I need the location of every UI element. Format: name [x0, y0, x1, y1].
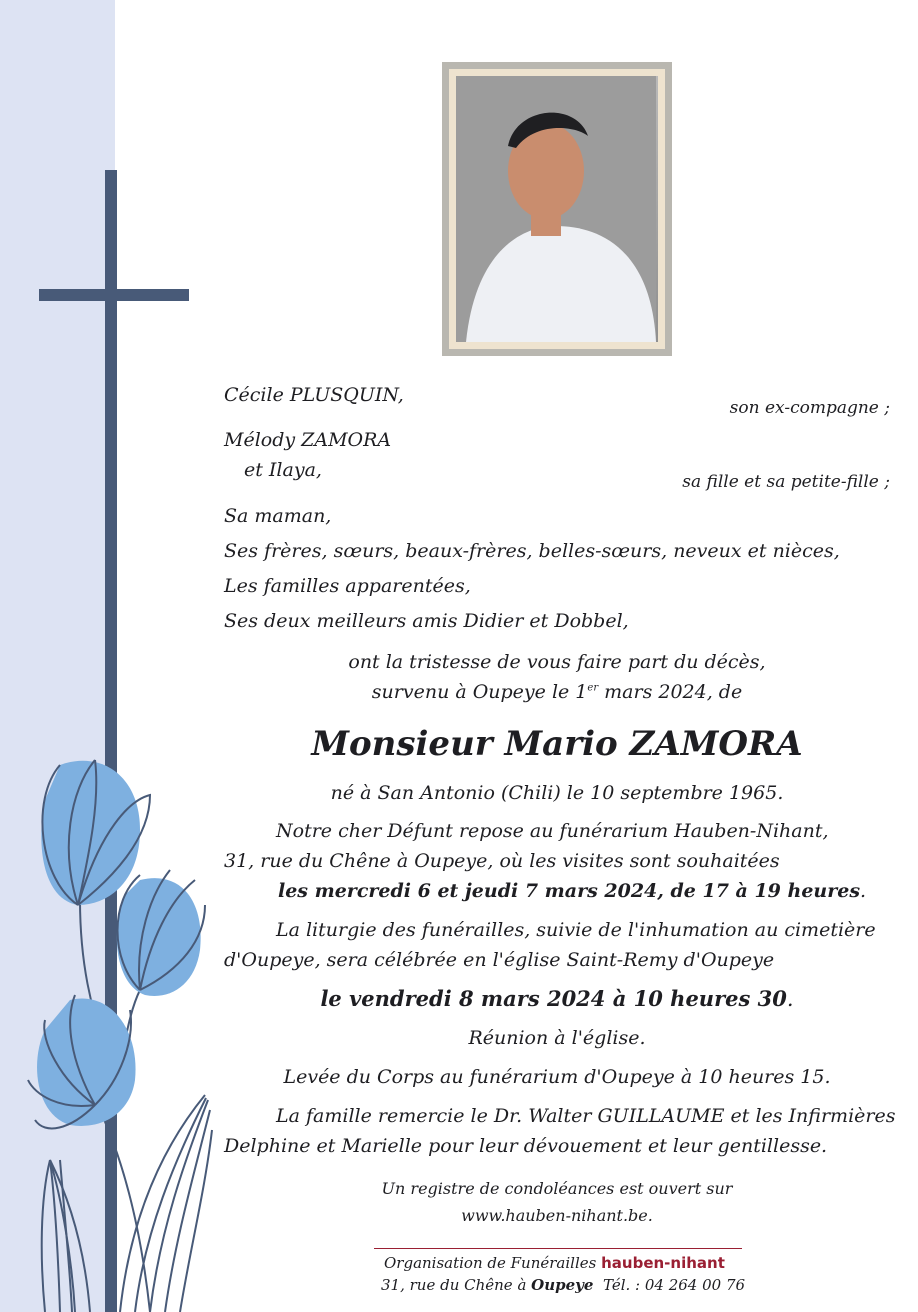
- cross-icon: [39, 170, 189, 1312]
- liturgy-line-2: d'Oupeye, sera célébrée en l'église Saint-Remy d'Oupeye: [224, 949, 775, 971]
- family-relation-1: son ex-compagne ;: [729, 398, 890, 418]
- register-url[interactable]: www.hauben-nihant.be.: [461, 1206, 653, 1225]
- register-line-1: Un registre de condoléances est ouvert sur: [381, 1179, 733, 1198]
- liturgy-line-1: La liturgie des funérailles, suivie de l'inhumation au cimetière: [276, 919, 876, 941]
- birth-info: né à San Antonio (Chili) le 10 septembre 1965.: [330, 782, 784, 804]
- thanks-line-1: La famille remercie le Dr. Walter GUILLAUME et les Infirmières: [276, 1105, 896, 1127]
- family-name-2: Mélody ZAMORA: [224, 429, 392, 451]
- family-other-3: Les familles apparentées,: [224, 575, 471, 597]
- brand-logo: hauben-nihant: [601, 1254, 725, 1272]
- family-relation-2: sa fille et sa petite-fille ;: [682, 472, 890, 492]
- visits-dates: les mercredi 6 et jeudi 7 mars 2024, de 17 à 19 heures.: [278, 880, 867, 902]
- family-other-4: Ses deux meilleurs amis Didier et Dobbel,: [224, 610, 629, 632]
- portrait-photo: [456, 76, 658, 342]
- announcement-line-1: ont la tristesse de vous faire part du décès,: [348, 651, 766, 673]
- portrait-frame: [442, 62, 672, 356]
- family-other-2: Ses frères, sœurs, beaux-frères, belles-sœurs, neveux et nièces,: [224, 540, 840, 562]
- announcement-line-2: survenu à Oupeye le 1er mars 2024, de: [371, 681, 743, 703]
- family-name-2b: et Ilaya,: [244, 459, 322, 481]
- footer-organisation: Organisation de Funérailles hauben-nihant: [384, 1254, 725, 1272]
- meeting-info: Réunion à l'église.: [468, 1027, 646, 1049]
- visits-line-1: Notre cher Défunt repose au funérarium Hauben-Nihant,: [276, 820, 829, 842]
- funeral-date: le vendredi 8 mars 2024 à 10 heures 30.: [320, 986, 794, 1011]
- tulip-flowers-icon: [0, 0, 240, 1312]
- levee-info: Levée du Corps au funérarium d'Oupeye à 10 heures 15.: [283, 1066, 831, 1088]
- footer-divider: [374, 1248, 742, 1249]
- family-name-1: Cécile PLUSQUIN,: [224, 384, 404, 406]
- family-other-1: Sa maman,: [224, 505, 332, 527]
- deceased-name: Monsieur Mario ZAMORA: [311, 724, 803, 764]
- thanks-line-2: Delphine et Marielle pour leur dévouement et leur gentillesse.: [224, 1135, 828, 1157]
- footer-address: 31, rue du Chêne à Oupeye Tél. : 04 264 00 76: [381, 1276, 746, 1294]
- visits-line-2: 31, rue du Chêne à Oupeye, où les visites sont souhaitées: [224, 850, 780, 872]
